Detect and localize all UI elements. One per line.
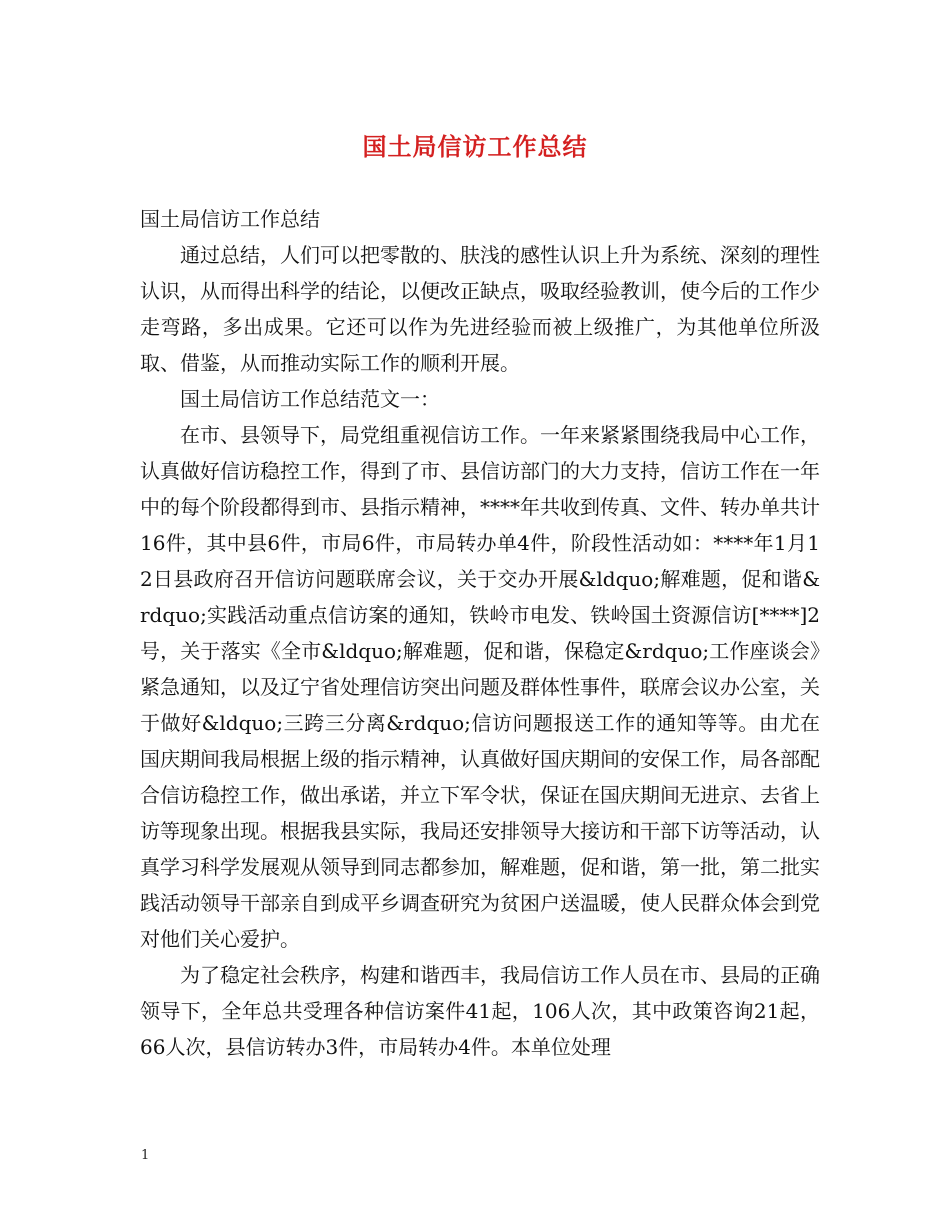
body-paragraph-1: 在市、县领导下，局党组重视信访工作。一年来紧紧围绕我局中心工作，认真做好信访稳控工作，得到了市、县信访部门的大力支持，信访工作在一年中的每个阶段都得到市、县指示精神，****年共收到传真、文件、转办单共计16件，其中县6件，市局6件，市局转办单4件，阶段性活动如：****年1月12日县政府召开信访问题联席会议，关于交办开展&ldquo;解难题，促和谐&rdquo;实践活动重点信访案的通知，铁岭市电发、铁岭国土资源信访[****]2号，关于落实《全市&ldquo;解难题，促和谐，保稳定&rdquo;工作座谈会》紧急通知，以及辽宁省处理信访突出问题及群体性事件，联席会议办公室，关于做好&ldquo;三跨三分离&rdquo;信访问题报送工作的通知等等。由尤在国庆期间我局根据上级的指示精神，认真做好国庆期间的安保工作，局各部配合信访稳控工作，做出承诺，并立下军令状，保证在国庆期间无进京、去省上访等现象出现。根据我县实际，我局还安排领导大接访和干部下访等活动，认真学习科学发展观从领导到同志都参加，解难题，促和谐，第一批，第二批实践活动领导干部亲自到成平乡调查研究为贫困户送温暖，使人民群众体会到党对他们关心爱护。 [140,423,820,951]
document-title: 国土局信访工作总结 [362,132,588,161]
subtitle-paragraph: 国土局信访工作总结 [140,207,320,231]
sample-heading-paragraph: 国土局信访工作总结范文一： [180,387,440,411]
document-body [140,201,820,1065]
body-paragraph-2: 为了稳定社会秩序，构建和谐西丰，我局信访工作人员在市、县局的正确领导下，全年总共受理各种信访案件41起，106人次，其中政策咨询21起，66人次，县信访转办3件，市局转办4件。本单位处理 [140,963,820,1059]
intro-paragraph: 通过总结，人们可以把零散的、肤浅的感性认识上升为系统、深刻的理性认识，从而得出科学的结论，以便改正缺点，吸取经验教训，使今后的工作少走弯路，多出成果。它还可以作为先进经验而被上级推广，为其他单位所汲取、借鉴，从而推动实际工作的顺利开展。 [140,243,820,375]
page-number: 1 [141,1148,150,1163]
